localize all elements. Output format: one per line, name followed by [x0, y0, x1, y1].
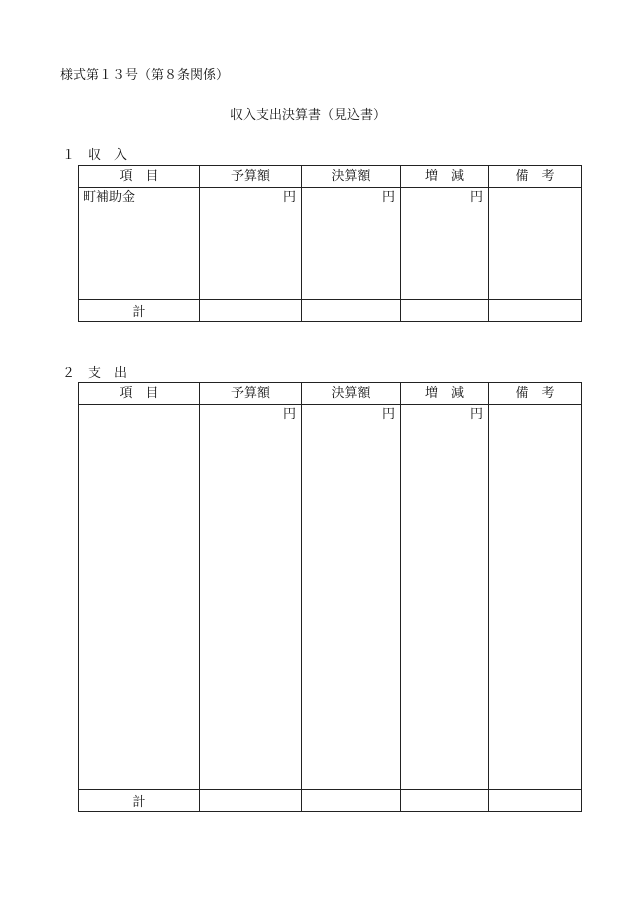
table-row — [79, 405, 582, 790]
income-total-remarks[interactable] — [489, 300, 582, 322]
expense-settlement-cell[interactable]: 円 — [302, 405, 401, 790]
expense-total-remarks[interactable] — [489, 790, 582, 812]
income-budget-cell[interactable]: 円 — [200, 188, 302, 300]
income-heading: １ 収 入 — [62, 148, 128, 163]
col-header-budget: 予算額 — [200, 383, 302, 405]
col-header-settlement: 決算額 — [302, 383, 401, 405]
income-remarks-cell[interactable] — [489, 188, 582, 300]
income-settlement-cell[interactable]: 円 — [302, 188, 401, 300]
expense-total-difference[interactable] — [401, 790, 489, 812]
col-header-item: 項 目 — [79, 166, 200, 188]
expense-item-cell[interactable] — [79, 405, 200, 790]
col-header-remarks: 備 考 — [489, 383, 582, 405]
col-header-settlement: 決算額 — [302, 166, 401, 188]
form-label: 様式第１３号（第８条関係） — [60, 68, 230, 83]
expense-heading: ２ 支 出 — [62, 366, 128, 381]
income-total-row — [79, 300, 582, 322]
expense-remarks-cell[interactable] — [489, 405, 582, 790]
income-item-cell[interactable]: 町補助金 — [79, 188, 200, 300]
col-header-remarks: 備 考 — [489, 166, 582, 188]
income-total-settlement[interactable] — [302, 300, 401, 322]
col-header-difference: 増 減 — [401, 166, 489, 188]
expense-total-settlement[interactable] — [302, 790, 401, 812]
col-header-item: 項 目 — [79, 383, 200, 405]
col-header-difference: 増 減 — [401, 383, 489, 405]
income-total-budget[interactable] — [200, 300, 302, 322]
income-total-label: 計 — [79, 300, 200, 322]
expense-difference-cell[interactable]: 円 — [401, 405, 489, 790]
expense-budget-cell[interactable]: 円 — [200, 405, 302, 790]
income-difference-cell[interactable]: 円 — [401, 188, 489, 300]
expense-total-row — [79, 790, 582, 812]
document-title: 収入支出決算書（見込書） — [230, 108, 387, 123]
col-header-budget: 予算額 — [200, 166, 302, 188]
expense-table — [78, 382, 582, 812]
table-row — [79, 188, 582, 300]
income-total-difference[interactable] — [401, 300, 489, 322]
expense-total-label: 計 — [79, 790, 200, 812]
income-header-row — [79, 166, 582, 188]
expense-total-budget[interactable] — [200, 790, 302, 812]
income-table — [78, 165, 582, 322]
expense-header-row — [79, 383, 582, 405]
